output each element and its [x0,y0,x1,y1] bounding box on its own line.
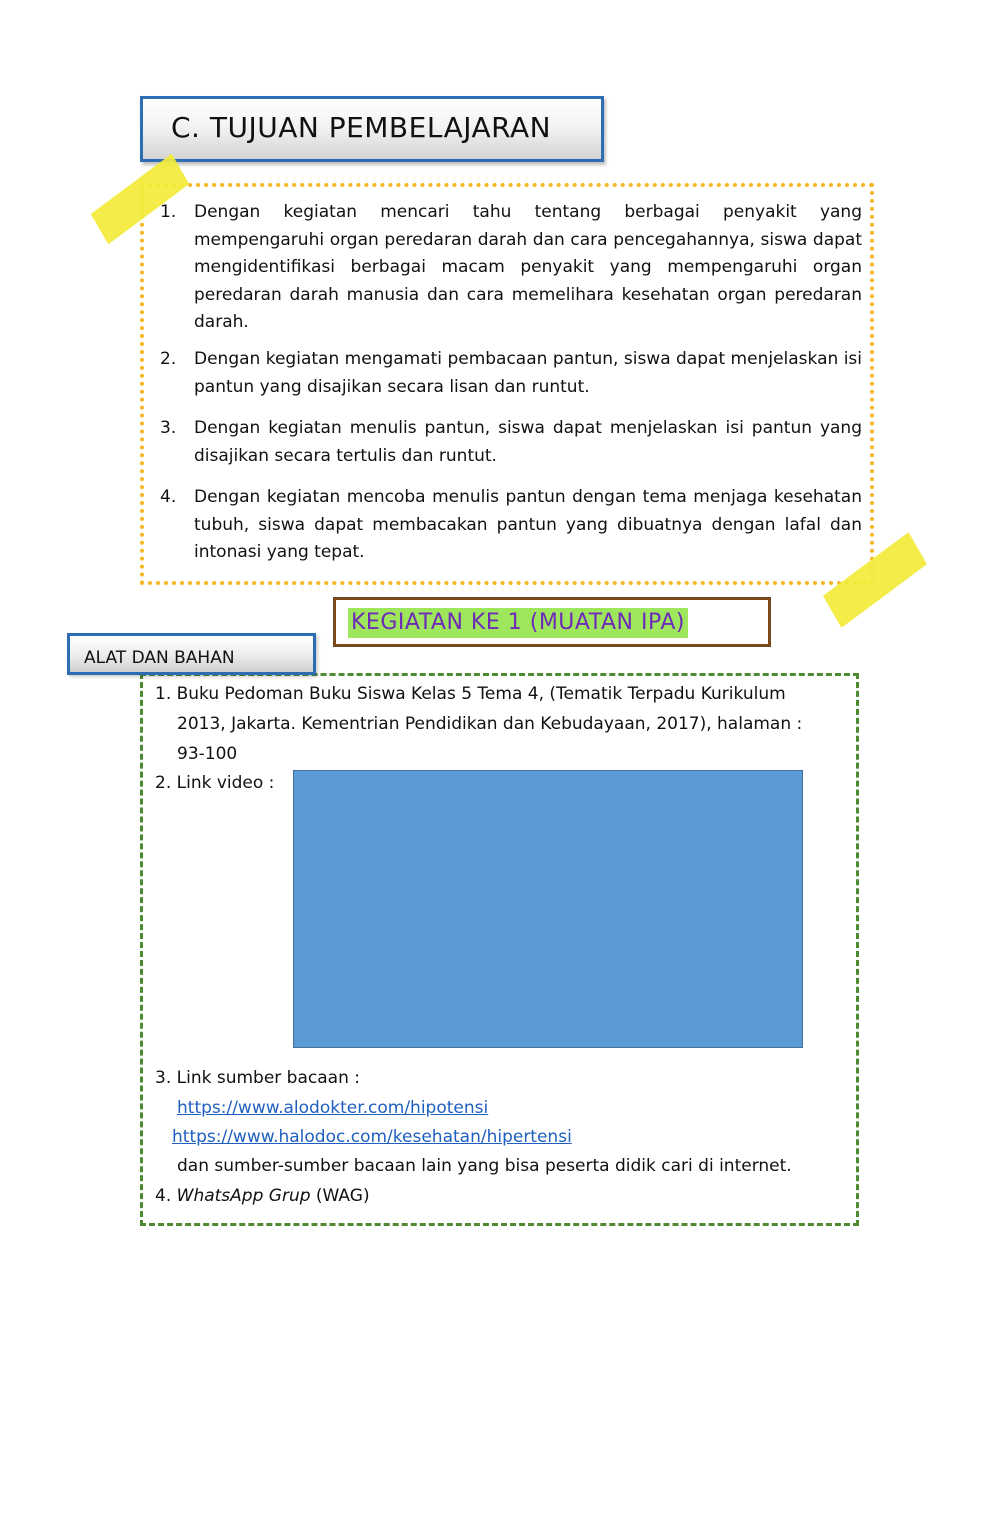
goal-number: 2. [160,349,177,369]
goal-number: 3. [160,418,177,438]
video-placeholder[interactable] [293,770,803,1048]
material-item-2: 2. Link video : [155,773,275,793]
material-item-3: 3. Link sumber bacaan : [155,1068,360,1088]
source-link-alodokter[interactable]: https://www.alodokter.com/hipotensi [177,1098,489,1118]
materials-title-box [67,633,316,675]
goal-item-1 [160,199,862,337]
material-item-3-note: dan sumber-sumber bacaan lain yang bisa peserta didik cari di internet. [177,1156,792,1176]
goal-text: Dengan kegiatan mengamati pembacaan pantun, siswa dapat menjelaskan isi pantun yang disajikan secara lisan dan runtut. [194,349,862,397]
section-title-box [140,96,604,162]
section-title: C. TUJUAN PEMBELAJARAN [171,111,552,144]
goal-text: Dengan kegiatan mencari tahu tentang berbagai penyakit yang mempengaruhi organ peredaran darah dan cara pencegahannya, siswa dapat mengidentifikasi berbagai macam penyakit yang mempengaruhi organ peredaran darah manusia dan cara memelihara kesehatan organ peredaran darah. [194,202,862,332]
goal-item-2 [160,346,862,401]
material-item-4-number: 4. [155,1186,172,1206]
goal-text: Dengan kegiatan menulis pantun, siswa dapat menjelaskan isi pantun yang disajikan secara tertulis dan runtut. [194,418,862,466]
material-item-1-line-3: 93-100 [177,744,238,764]
goal-item-3 [160,415,862,470]
learning-goals-box [140,183,874,585]
goal-number: 4. [160,487,177,507]
material-item-4-abbrev: (WAG) [315,1186,370,1206]
goal-item-4 [160,484,862,567]
goal-number: 1. [160,202,177,222]
activity-title: KEGIATAN KE 1 (MUATAN IPA) [348,608,688,638]
material-item-1-line-2: 2013, Jakarta. Kementrian Pendidikan dan Kebudayaan, 2017), halaman : [177,714,803,734]
goal-text: Dengan kegiatan mencoba menulis pantun dengan tema menjaga kesehatan tubuh, siswa dapat membacakan pantun yang dibuatnya dengan lafal dan intonasi yang tepat. [194,487,862,562]
activity-title-box [333,597,771,647]
material-item-1-line-1: 1. Buku Pedoman Buku Siswa Kelas 5 Tema 4, (Tematik Terpadu Kurikulum [155,684,786,704]
source-link-halodoc[interactable]: https://www.halodoc.com/kesehatan/hipertensi [172,1127,572,1147]
materials-title: ALAT DAN BAHAN [84,648,235,668]
material-item-4-name: WhatsApp Grup [176,1186,311,1206]
material-item-4 [155,1182,370,1212]
